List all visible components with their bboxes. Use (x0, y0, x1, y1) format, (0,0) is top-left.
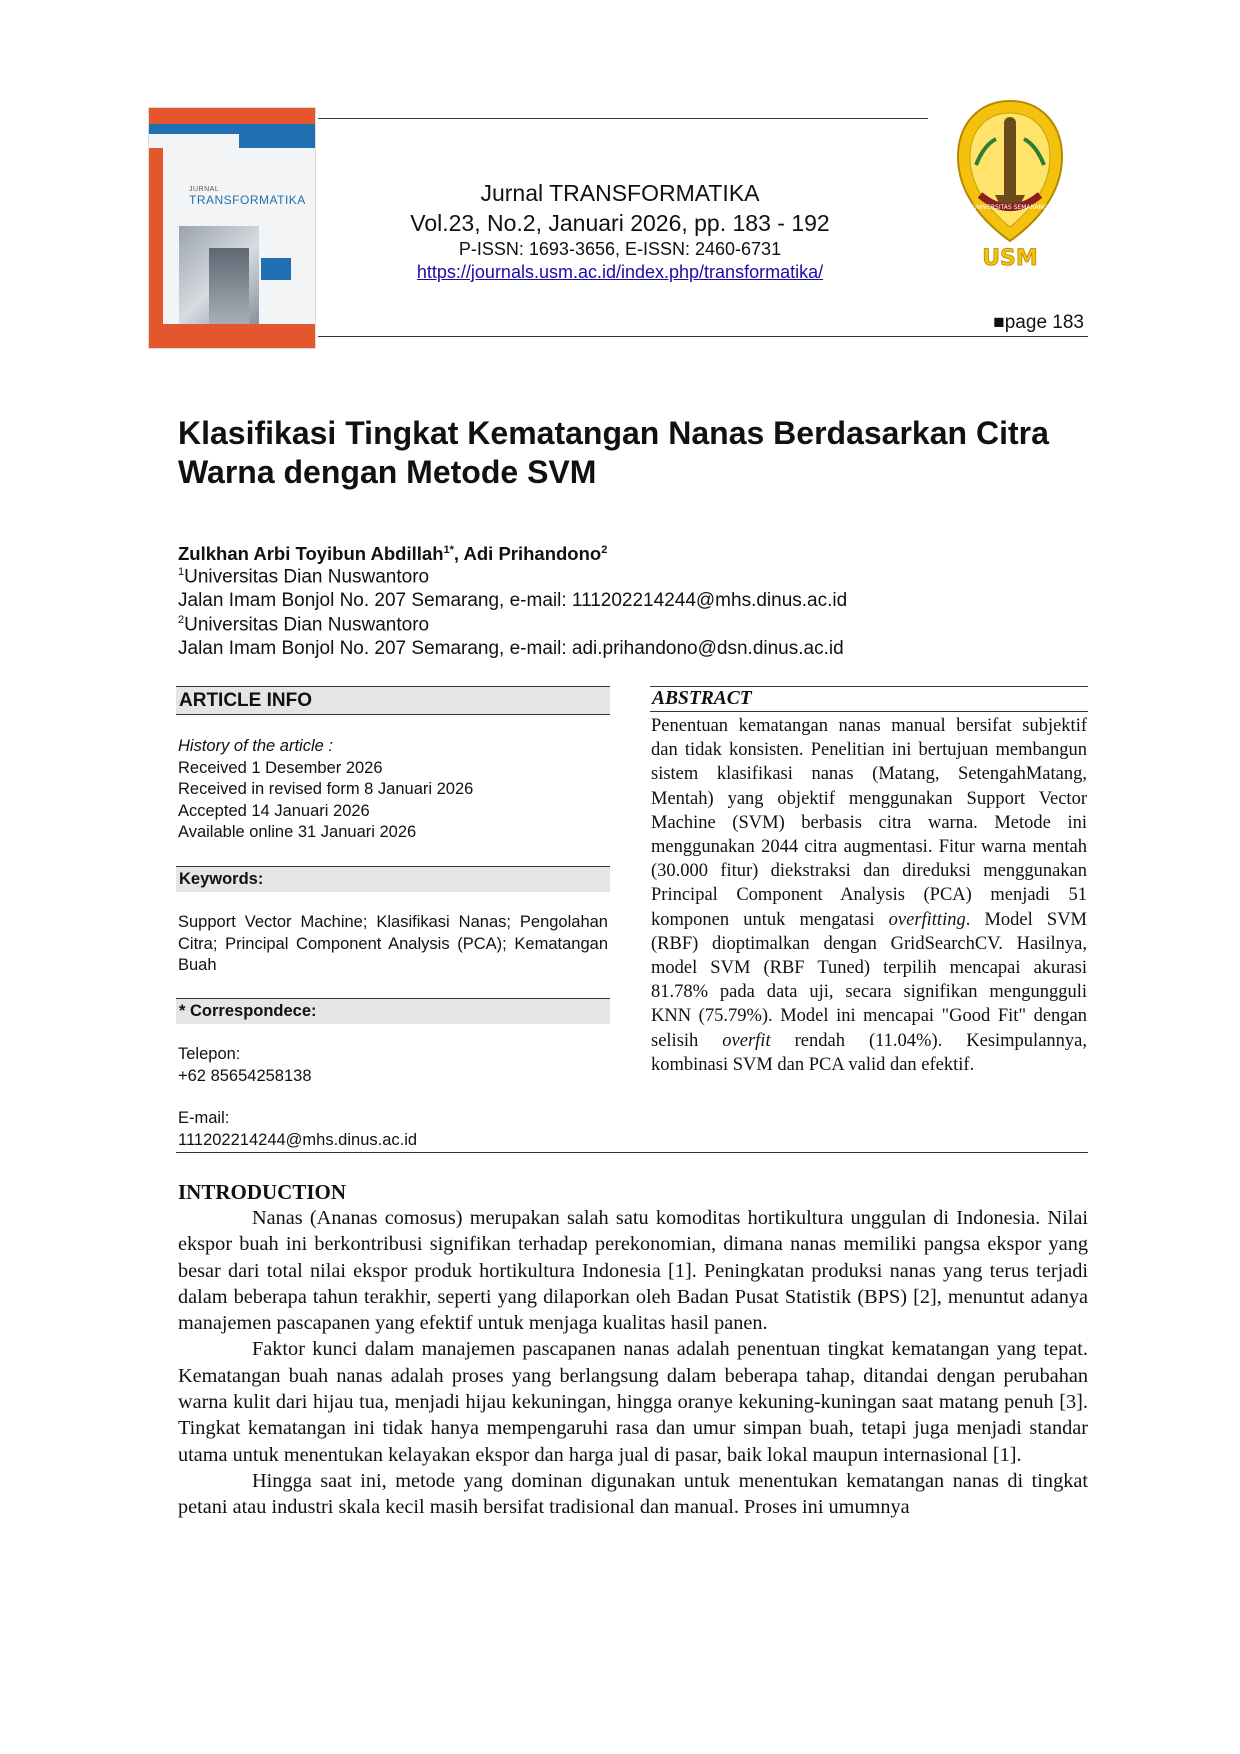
correspondence-phone (178, 1044, 608, 1087)
phone-value: +62 85654258138 (178, 1066, 312, 1085)
affiliation-2-name: $^2$Universitas Dian Nuswantoro (178, 614, 430, 636)
introduction-heading: INTRODUCTION (178, 1180, 347, 1204)
university-logo (950, 95, 1070, 270)
author-2-sup: 2 (601, 543, 608, 556)
intro-paragraph-1: Nanas (Ananas comosus) merupakan salah satu komoditas hortikultura unggulan di Indonesia. Nilai ekspor buah ini berkontribusi signifikan terhadap perekonomian, dimana nanas memiliki pangsa ekspor yang besar dari total nilai ekspor produk hortikultura Indonesia [1]. Peningkatan produksi nanas yang terus terjadi dalam beberapa tahun terakhir, seperti yang dilaporkan oleh Badan Pusat Statistik (BPS) [2], menuntut adanya manajemen pascapanen yang efektif untuk menjaga kualitas hasil panen. (178, 1207, 1088, 1335)
author-1: Zulkhan Arbi Toyibun Abdillah (178, 543, 444, 564)
svg-text:USM: USM (982, 246, 1038, 270)
page-number: ■page 183 (993, 312, 1084, 333)
correspondence-email (178, 1108, 608, 1151)
phone-label: Telepon: (178, 1045, 241, 1063)
header-bottom-rule (318, 336, 1088, 337)
revised-date: Received in revised form 8 Januari 2026 (178, 780, 474, 798)
keywords-text: Support Vector Machine; Klasifikasi Nanas; Pengolahan Citra; Principal Component Analysis (PCA); Kematangan Buah (178, 913, 608, 974)
email-label: E-mail: (178, 1109, 230, 1127)
author-line: Zulkhan Arbi Toyibun Abdillah$^{1*}$, Adi Prihandono$^2$ (178, 543, 608, 564)
affiliation-1-address: Jalan Imam Bonjol No. 207 Semarang, e-mail: 111202214244@mhs.dinus.ac.id (178, 590, 848, 611)
correspondence-heading: * Correspondece: (176, 998, 610, 1024)
history-label: History of the article : (178, 737, 333, 755)
journal-volume: Vol.23, No.2, Januari 2026, pp. 183 - 192 (410, 210, 830, 236)
introduction-body (178, 1205, 1088, 1521)
email-value: 111202214244@mhs.dinus.ac.id (178, 1130, 418, 1149)
header-top-rule (318, 118, 928, 119)
abstract-heading: ABSTRACT (650, 686, 1088, 712)
cover-title: JURNAL TRANSFORMATIKA (189, 186, 306, 207)
article-info-rule (176, 714, 610, 715)
author-2: Adi Prihandono (463, 543, 602, 564)
front-matter-bottom-rule (176, 1152, 1088, 1153)
article-title: Klasifikasi Tingkat Kematangan Nanas Berdasarkan Citra Warna dengan Metode SVM (178, 415, 1049, 490)
keywords-heading: Keywords: (176, 866, 610, 892)
intro-paragraph-3: Hingga saat ini, metode yang dominan digunakan untuk menentukan kematangan nanas di tingkat petani atau industri skala kecil masih bersifat tradisional dan manual. Proses ini umumnya (178, 1469, 1088, 1519)
received-date: Received 1 Desember 2026 (178, 758, 383, 777)
author-1-sup: 1* (443, 543, 454, 556)
journal-name: Jurnal TRANSFORMATIKA (480, 180, 760, 206)
accepted-date: Accepted 14 Januari 2026 (178, 801, 370, 820)
intro-paragraph-2: Faktor kunci dalam manajemen pascapanen nanas adalah penentuan tingkat kematangan yang tepat. Kematangan buah nanas adalah proses yang berlangsung dalam beberapa tahap, ditandai dengan perubahan warna kulit dari hijau tua, menjadi hijau kekuningan, hingga oranye kekuning-kuningan saat matang penuh [3]. Tingkat kematangan ini tidak hanya mempengaruhi rasa dan umur simpan buah, tetapi juga menjadi standar utama untuk menentukan kelayakan ekspor dan harga jual di pasar, baik lokal maupun internasional [1]. (178, 1338, 1088, 1466)
affiliation-2-address: Jalan Imam Bonjol No. 207 Semarang, e-mail: adi.prihandono@dsn.dinus.ac.id (178, 638, 844, 659)
online-date: Available online 31 Januari 2026 (178, 823, 417, 841)
journal-url-link[interactable]: https://journals.usm.ac.id/index.php/transformatika/ (416, 262, 824, 282)
svg-text:UNIVERSITAS SEMARANG: UNIVERSITAS SEMARANG (972, 204, 1048, 211)
article-info-heading: ARTICLE INFO (176, 686, 610, 715)
affiliation-1-name: $^1$Universitas Dian Nuswantoro (178, 566, 430, 588)
article-history (178, 736, 608, 844)
journal-cover-image (148, 107, 316, 349)
abstract-text: Penentuan kematangan nanas manual bersifat subjektif dan tidak konsisten. Penelitian ini bertujuan membangun sistem klasifikasi nanas (Matang, SetengahMatang, Mentah) yang objektif menggunakan Support Vector Machine (SVM) berbasis citra warna. Metode ini menggunakan 2044 citra augmentasi. Fitur warna mentah (30.000 fitur) diekstraksi dan direduksi menggunakan Principal Component Analysis (PCA) menjadi 51 komponen untuk mengatasi overfitting. Model SVM (RBF) dioptimalkan dengan GridSearchCV. Hasilnya, model SVM (RBF Tuned) terpilih mencapai akurasi 81.78% pada data uji, secara signifikan mengungguli KNN (75.79%). Model ini mencapai "Good Fit" dengan selisih overfit rendah (11.04%). Kesimpulannya, kombinasi SVM dan PCA valid dan efektif. (651, 716, 1087, 1075)
journal-issn: P-ISSN: 1693-3656, E-ISSN: 2460-6731 (458, 239, 782, 259)
